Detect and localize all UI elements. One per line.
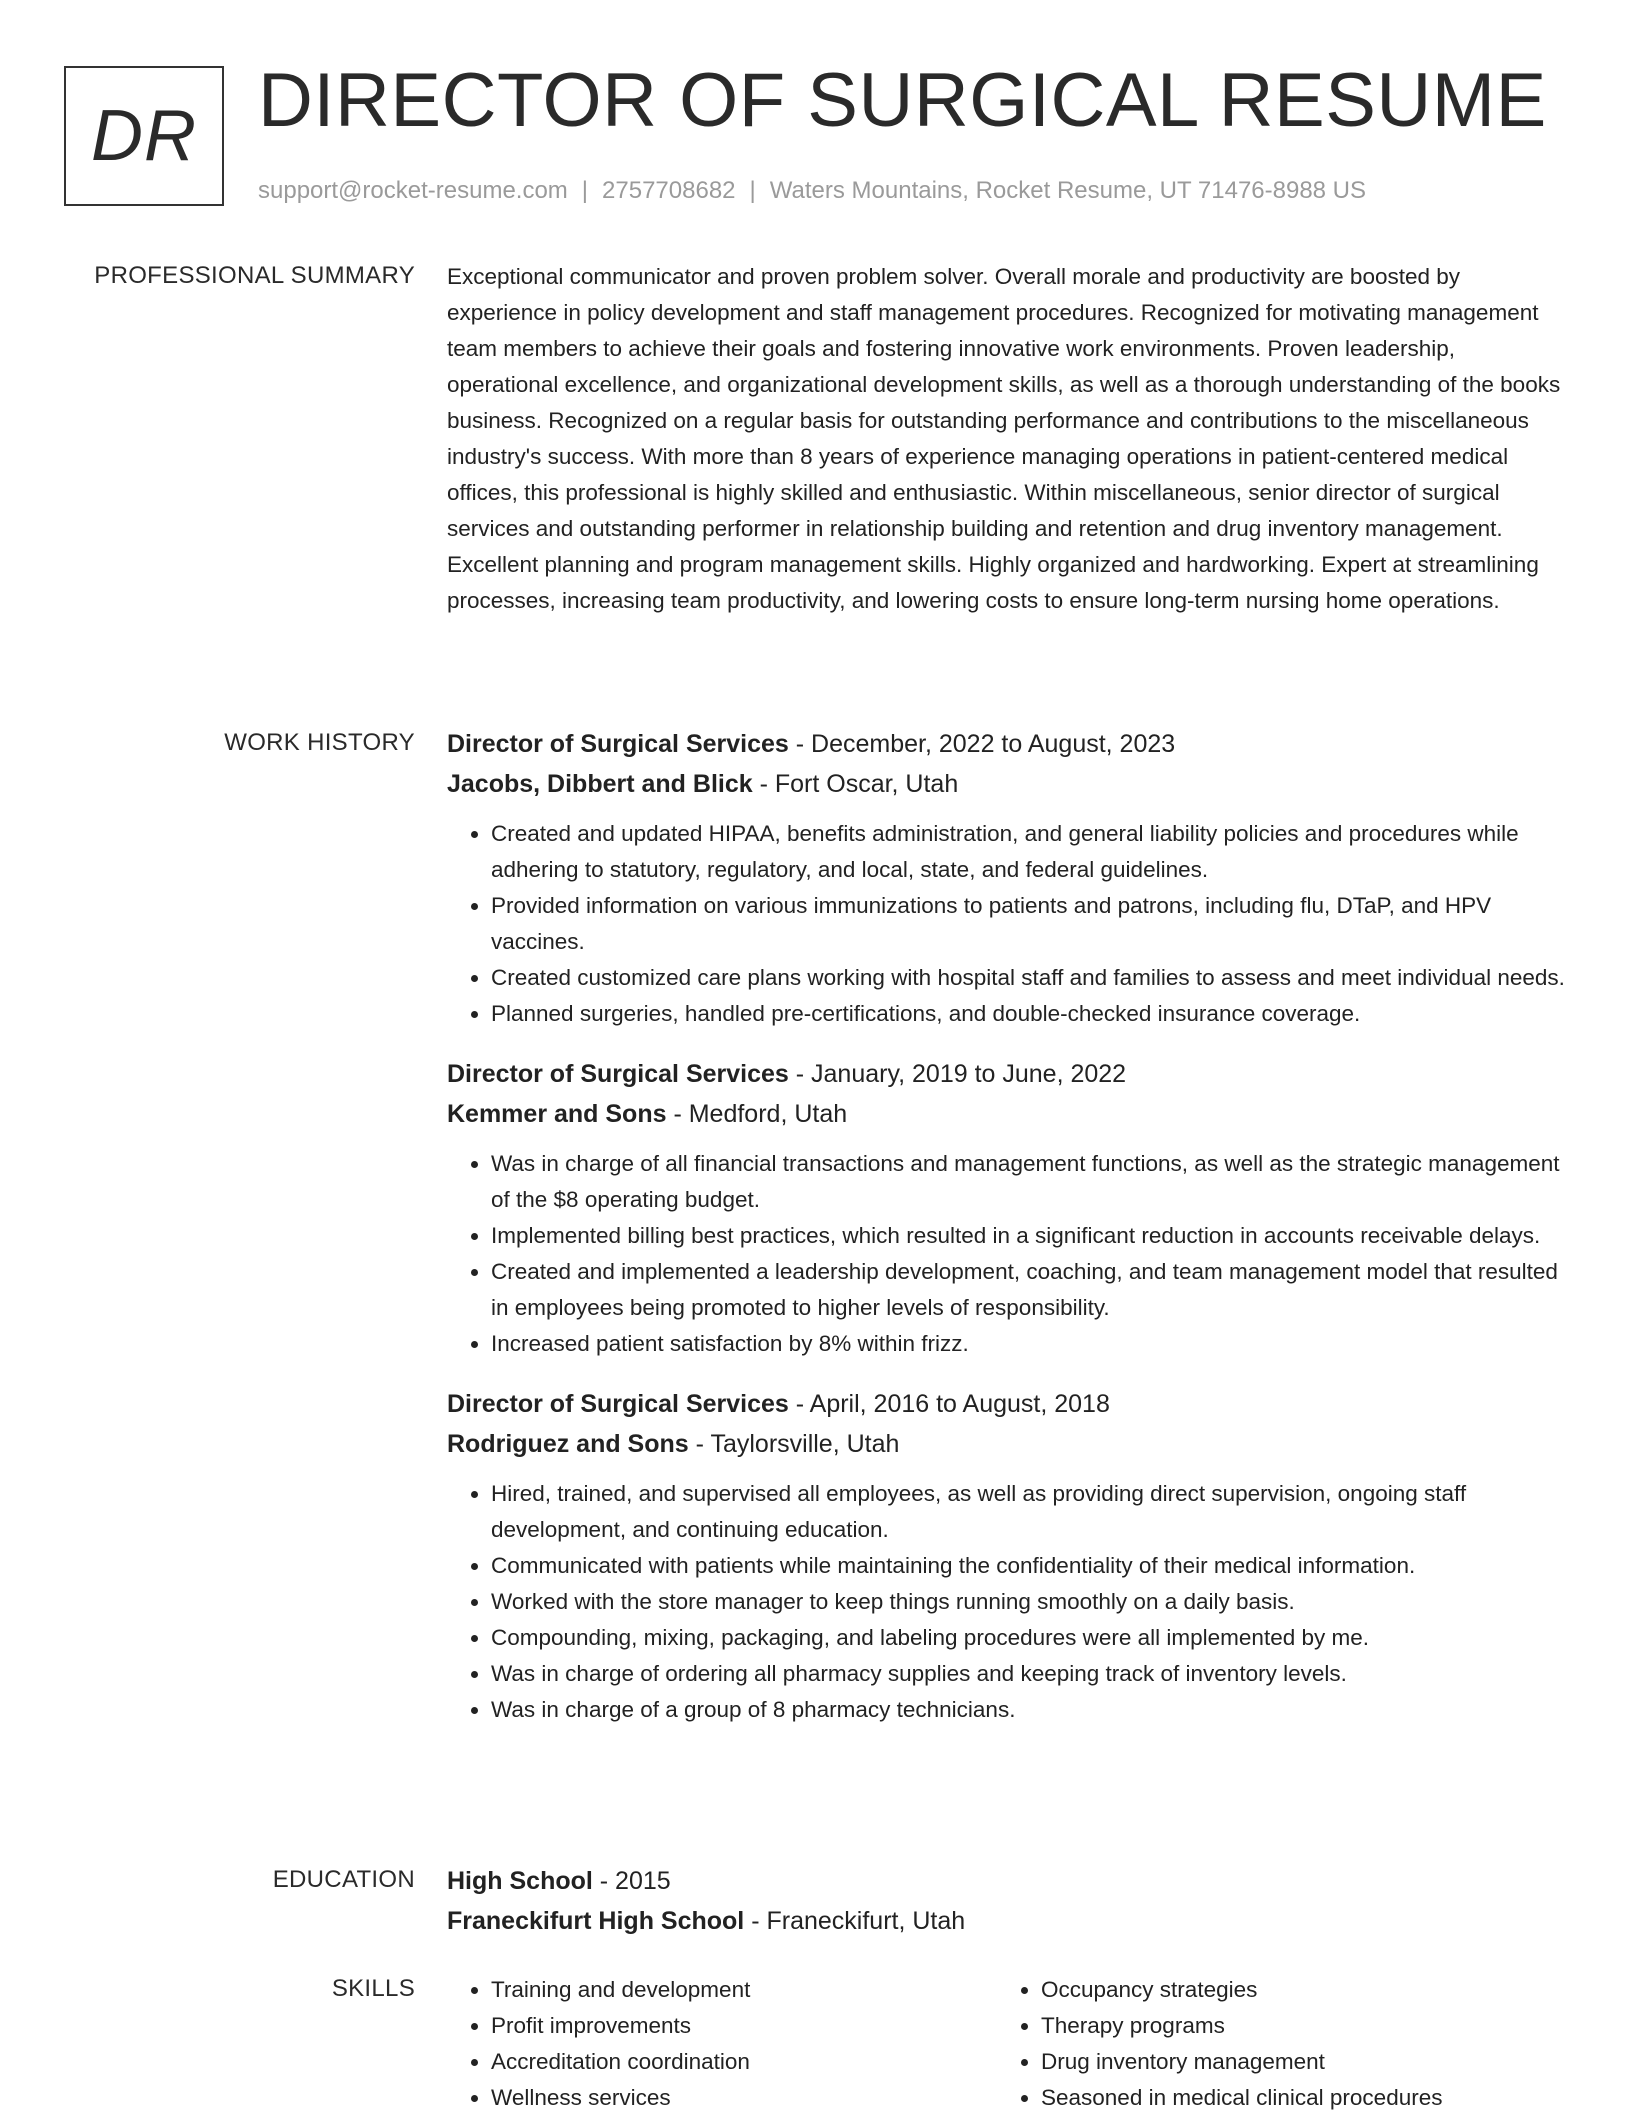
job-title: Director of Surgical Services: [447, 730, 789, 758]
job-bullet: • Created and updated HIPAA, benefits administration, and general liability policies and procedures while adhering to statutory, regulatory, and local, state, and federal guidelines.: [491, 816, 1569, 888]
section-body: [447, 724, 1569, 1746]
skill-item: • Therapy programs: [1041, 2008, 1547, 2044]
section-label: SKILLS: [331, 1975, 415, 2002]
job-bullet: • Communicated with patients while maintaining the confidentiality of their medical information.: [491, 1548, 1569, 1584]
skill-item: • Seasoned in medical clinical procedures: [1041, 2080, 1547, 2116]
contact-line: [258, 175, 1366, 207]
monogram-initials: DR: [91, 96, 197, 176]
job-location: - Fort Oscar, Utah: [752, 770, 959, 798]
skills-list: [997, 1972, 1547, 2116]
job-company-line: [447, 1094, 1569, 1134]
skill-item: • Drug inventory management: [1041, 2044, 1547, 2080]
skills-column-right: [997, 1972, 1547, 2116]
job-title-line: [447, 724, 1569, 764]
job-bullet: • Increased patient satisfaction by 8% within frizz.: [491, 1326, 1569, 1362]
education-year: - 2015: [592, 1867, 671, 1895]
contact-separator: |: [581, 177, 589, 204]
job-company-line: [447, 764, 1569, 804]
summary-paragraph: Exceptional communicator and proven problem solver. Overall morale and productivity are boosted by experience in policy development and staff management procedures. Recognized for motivating management team members to achieve their goals and fostering innovative work environments. Proven leadership, operational excellence, and organizational development skills, as well as a thorough understanding of the books business. Recognized on a regular basis for outstanding performance and contributions to the miscellaneous industry's success. With more than 8 years of experience managing operations in patient-centered medical offices, this professional is highly skilled and enthusiastic. Within miscellaneous, senior director of surgical services and outstanding performer in relationship building and retention and drug inventory management. Excellent planning and program management skills. Highly organized and hardworking. Expert at streamlining processes, increasing team productivity, and lowering costs to ensure long-term nursing home operations.: [447, 264, 1561, 613]
job-bullet: • Compounding, mixing, packaging, and labeling procedures were all implemented by me.: [491, 1620, 1569, 1656]
skill-item: • Wellness services: [491, 2080, 997, 2116]
monogram-badge: [64, 66, 224, 206]
skill-item: • Occupancy strategies: [1041, 1972, 1547, 2008]
job-bullet: • Was in charge of ordering all pharmacy supplies and keeping track of inventory levels.: [491, 1656, 1569, 1692]
education-school-line: [447, 1901, 1569, 1941]
job-title-line: [447, 1054, 1569, 1094]
job-bullets: [447, 1476, 1569, 1728]
job-bullet: • Created customized care plans working with hospital staff and families to assess and meet individual needs.: [491, 960, 1569, 996]
job-title: Director of Surgical Services: [447, 1390, 789, 1418]
education-location: - Franeckifurt, Utah: [744, 1907, 966, 1935]
job-bullets: [447, 1146, 1569, 1362]
job-company: Jacobs, Dibbert and Blick: [447, 770, 753, 798]
job-entry: [447, 1384, 1569, 1728]
job-bullet: • Was in charge of a group of 8 pharmacy technicians.: [491, 1692, 1569, 1728]
job-bullet: • Created and implemented a leadership development, coaching, and team management model that resulted in employees being promoted to higher levels of responsibility.: [491, 1254, 1569, 1326]
section-body: [447, 1861, 1569, 1941]
job-location: - Medford, Utah: [666, 1100, 848, 1128]
skill-item: • Profit improvements: [491, 2008, 997, 2044]
education-degree: High School: [447, 1867, 593, 1895]
job-bullet: • Worked with the store manager to keep things running smoothly on a daily basis.: [491, 1584, 1569, 1620]
job-company-line: [447, 1424, 1569, 1464]
job-dates: - January, 2019 to June, 2022: [788, 1060, 1127, 1088]
skills-column-left: [447, 1972, 997, 2116]
skills-list: [447, 1972, 997, 2116]
job-bullet: • Planned surgeries, handled pre-certifications, and double-checked insurance coverage.: [491, 996, 1569, 1032]
job-bullet: • Implemented billing best practices, which resulted in a significant reduction in accounts receivable delays.: [491, 1218, 1569, 1254]
job-bullet: • Hired, trained, and supervised all employees, as well as providing direct supervision, ongoing staff development, and continuing education.: [491, 1476, 1569, 1548]
contact-address: Waters Mountains, Rocket Resume, UT 71476-8988 US: [769, 177, 1367, 204]
education-school: Franeckifurt High School: [447, 1907, 745, 1935]
job-title: Director of Surgical Services: [447, 1060, 789, 1088]
section-label: PROFESSIONAL SUMMARY: [94, 262, 415, 289]
job-entry: [447, 1054, 1569, 1362]
section-body: [447, 259, 1569, 619]
contact-phone: 2757708682: [602, 177, 736, 204]
job-entry: [447, 724, 1569, 1032]
job-dates: - December, 2022 to August, 2023: [788, 730, 1176, 758]
section-label: EDUCATION: [272, 1866, 415, 1893]
job-bullet: • Provided information on various immunizations to patients and patrons, including flu, DTaP, and HPV vaccines.: [491, 888, 1569, 960]
skill-item: • Training and development: [491, 1972, 997, 2008]
job-title-line: [447, 1384, 1569, 1424]
contact-separator: |: [749, 177, 756, 204]
resume-title: DIRECTOR OF SURGICAL RESUME: [258, 58, 1547, 143]
education-degree-line: [447, 1861, 1569, 1901]
skills-columns: [447, 1972, 1569, 2116]
job-dates: - April, 2016 to August, 2018: [788, 1390, 1110, 1418]
job-bullets: [447, 816, 1569, 1032]
job-company: Rodriguez and Sons: [447, 1430, 689, 1458]
section-body: [447, 1972, 1569, 2116]
job-bullet: • Was in charge of all financial transactions and management functions, as well as the strategic management of the $8 operating budget.: [491, 1146, 1569, 1218]
job-location: - Taylorsville, Utah: [688, 1430, 900, 1458]
section-label: WORK HISTORY: [224, 729, 415, 756]
skill-item: • Accreditation coordination: [491, 2044, 997, 2080]
job-company: Kemmer and Sons: [447, 1100, 667, 1128]
contact-email: support@rocket-resume.com: [258, 177, 568, 204]
